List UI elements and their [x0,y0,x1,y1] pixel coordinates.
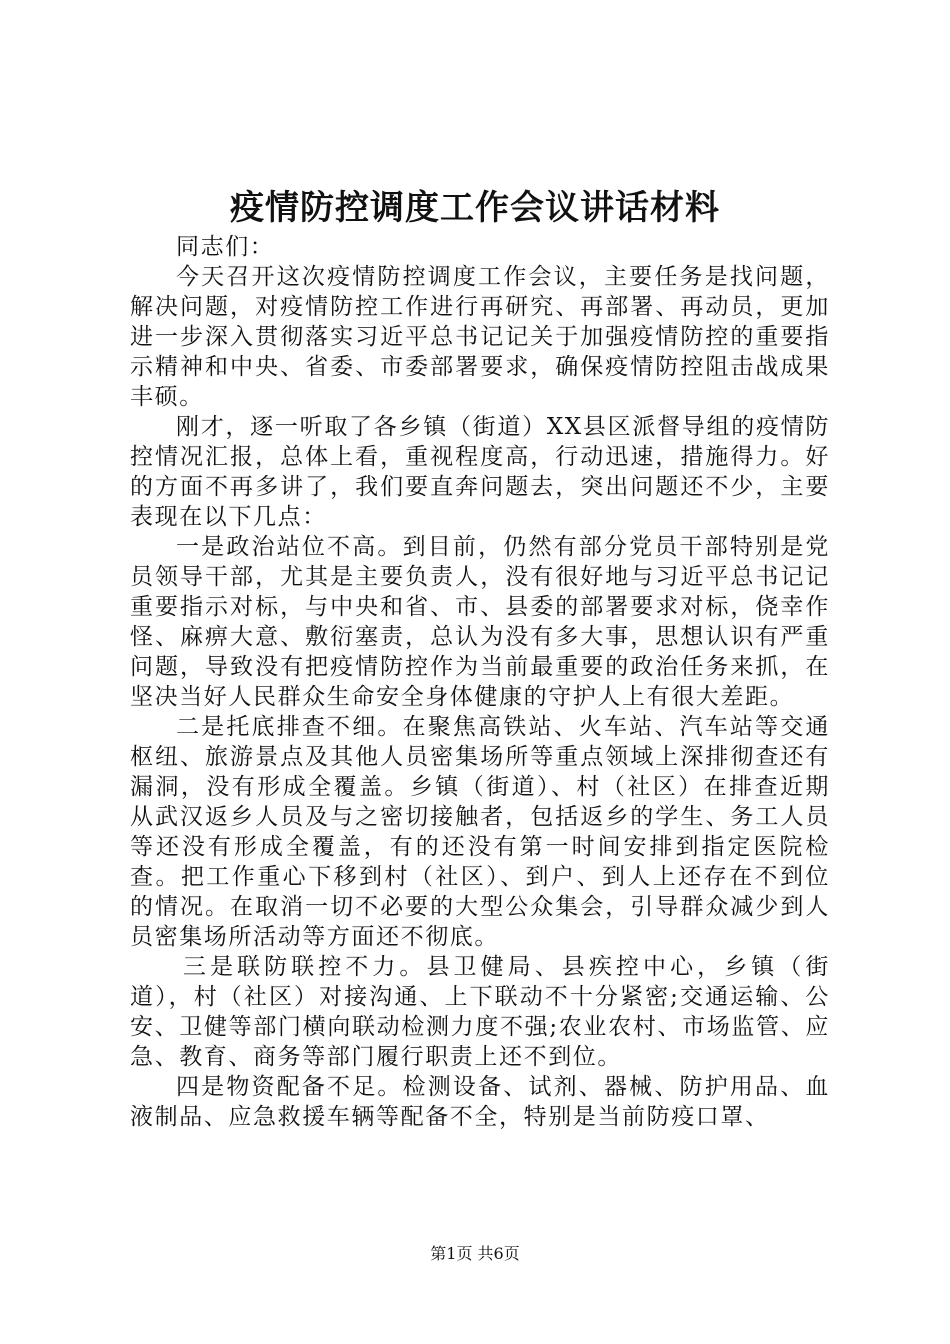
paragraph-point-2: 二是托底排查不细。在聚焦高铁站、火车站、汽车站等交通枢纽、旅游景点及其他人员密集场所等重点领域上深排彻查还有漏洞，没有形成全覆盖。乡镇（街道）、村（社区）在排查近期从武汉返乡人员及与之密切接触者，包括返乡的学生、务工人员等还没有形成全覆盖，有的还没有第一时间安排到指定医院检查。把工作重心下移到村（社区）、到户、到人上还存在不到位的情况。在取消一切不必要的大型公众集会，引导群众减少到人员密集场所活动等方面还不彻底。 [130,714,830,950]
document-title: 疫情防控调度工作会议讲话材料 [230,188,720,228]
paragraph-point-4: 四是物资配备不足。检测设备、试剂、器械、防护用品、血液制品、应急救援车辆等配备不全，特别是当前防疫口罩、 [130,1074,830,1130]
paragraph-intro: 今天召开这次疫情防控调度工作会议，主要任务是找问题，解决问题，对疫情防控工作进行再研究、再部署、再动员，更加进一步深入贯彻落实习近平总书记记关于加强疫情防控的重要指示精神和中央、省委、市委部署要求，确保疫情防控阻击战成果丰硕。 [130,264,830,410]
salutation: 同志们： [176,234,275,260]
document-body [130,232,830,1132]
paragraph-point-1: 一是政治站位不高。到目前，仍然有部分党员干部特别是党员领导干部，尤其是主要负责人，没有很好地与习近平总书记记重要指示对标，与中央和省、市、县委的部署要求对标，侥幸作怪、麻痹大意、敷衍塞责，总认为没有多大事，思想认识有严重问题，导致没有把疫情防控作为当前最重要的政治任务来抓，在坚决当好人民群众生命安全身体健康的守护人上有很大差距。 [130,534,830,710]
paragraph-point-3: 三是联防联控不力。县卫健局、县疾控中心，乡镇（街道），村（社区）对接沟通、上下联动不十分紧密;交通运输、公安、卫健等部门横向联动检测力度不强;农业农村、市场监管、应急、教育、商务等部门履行职责上还不到位。 [130,954,830,1070]
paragraph-summary: 刚才，逐一听取了各乡镇（街道）XX县区派督导组的疫情防控情况汇报，总体上看，重视程度高，行动迅速，措施得力。好的方面不再多讲了，我们要直奔问题去，突出问题还不少，主要表现在以下几点： [130,414,830,530]
page-number: 第1页 共6页 [430,1244,520,1263]
